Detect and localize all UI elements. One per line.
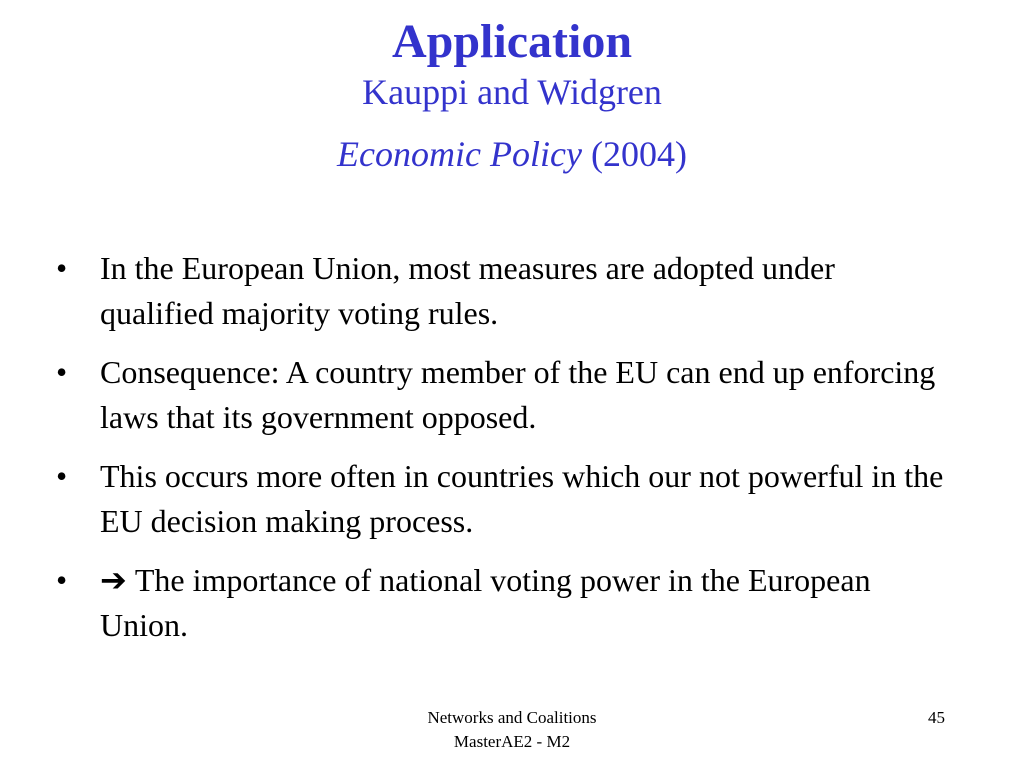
slide-subtitle: Kauppi and Widgren bbox=[362, 72, 662, 112]
bullet-text: Consequence: A country member of the EU can end up enforcing laws that its government opposed. bbox=[100, 354, 936, 435]
bullet-dot: • bbox=[56, 354, 68, 390]
bullet-list bbox=[56, 246, 956, 662]
citation-journal: Economic Policy bbox=[337, 134, 582, 174]
bullet-item bbox=[56, 558, 956, 648]
page-number: 45 bbox=[928, 708, 945, 727]
bullet-dot: • bbox=[56, 562, 68, 598]
bullet-item bbox=[56, 350, 956, 440]
slide-header bbox=[0, 14, 1024, 176]
bullet-dot: • bbox=[56, 250, 68, 286]
citation bbox=[0, 132, 1024, 176]
footer-course: Networks and Coalitions bbox=[427, 708, 597, 727]
bullet-text: In the European Union, most measures are adopted under qualified majority voting rules. bbox=[100, 250, 835, 331]
right-arrow-icon: ➔ bbox=[100, 561, 127, 599]
citation-year: (2004) bbox=[581, 134, 687, 174]
bullet-item bbox=[56, 454, 956, 544]
bullet-text: This occurs more often in countries which our not powerful in the EU decision making process. bbox=[100, 458, 944, 539]
bullet-text: The importance of national voting power in the European Union. bbox=[100, 562, 871, 643]
slide-title: Application bbox=[391, 15, 633, 68]
footer-program: MasterAE2 - M2 bbox=[453, 732, 571, 751]
bullet-dot: • bbox=[56, 458, 68, 494]
slide-footer bbox=[362, 706, 662, 754]
bullet-item bbox=[56, 246, 956, 336]
